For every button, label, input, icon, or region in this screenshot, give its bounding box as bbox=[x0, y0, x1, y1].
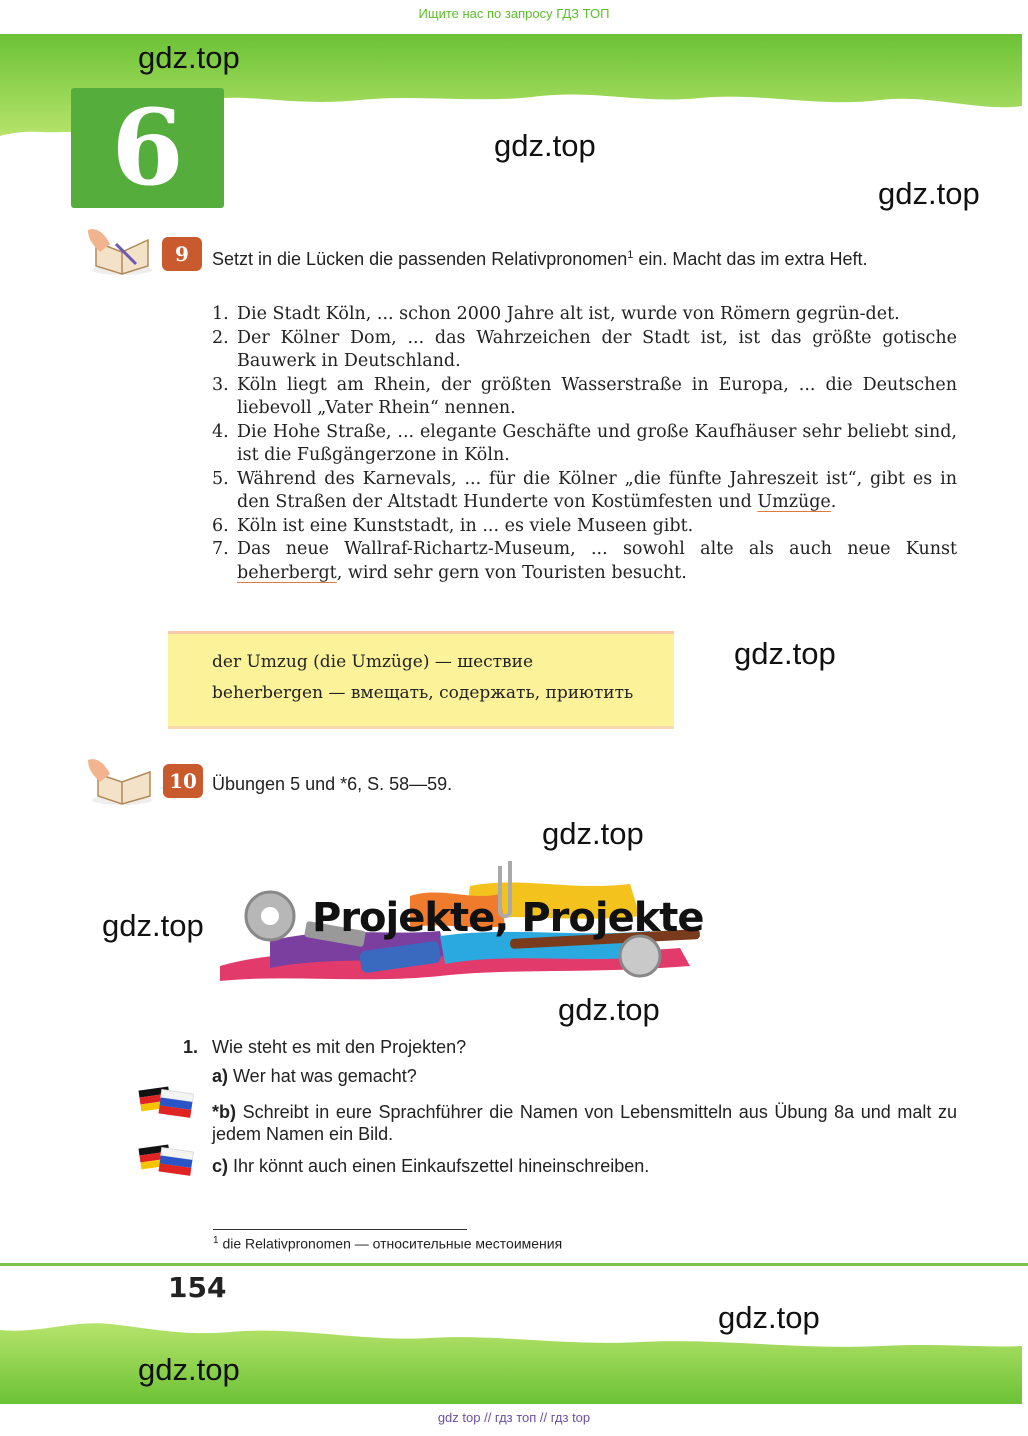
watermark: gdz.top bbox=[558, 992, 660, 1027]
bottom-banner[interactable]: gdz top // гдз топ // гдз top bbox=[437, 1410, 591, 1425]
watermark: gdz.top bbox=[102, 908, 204, 943]
item-text-part: , wird sehr gern von Touristen besucht. bbox=[336, 562, 687, 583]
writing-book-icon bbox=[86, 222, 158, 278]
exercise-9-number: 9 bbox=[162, 237, 202, 271]
watermark: gdz.top bbox=[718, 1300, 820, 1335]
item-text-part: Während des Karnevals, ... für die Kölner „die fünfte Jahreszeit ist“, gibt es in den Straßen der Altstadt Hunderte von Kostümfesten und bbox=[237, 468, 957, 512]
underlined-word: beherbergt bbox=[237, 562, 337, 583]
chapter-number: 6 bbox=[71, 88, 224, 208]
list-item bbox=[212, 374, 957, 421]
item-number: 5. bbox=[212, 468, 229, 489]
list-item bbox=[212, 421, 957, 468]
vocabulary-entry: beherbergen — вмещать, содержать, приютить bbox=[212, 683, 634, 703]
task-a-text: Wer hat was gemacht? bbox=[228, 1066, 417, 1086]
underlined-word: Umzüge bbox=[757, 492, 831, 512]
task-c-label: c) bbox=[212, 1156, 229, 1176]
list-item bbox=[212, 468, 957, 515]
projects-question-number: 1. bbox=[183, 1037, 199, 1057]
watermark: gdz.top bbox=[734, 636, 836, 671]
item-text: Der Kölner Dom, ... das Wahrzeichen der Stadt ist, ist das größte gotische Bauwerk in Deutschland. bbox=[237, 327, 957, 371]
footnote bbox=[213, 1235, 562, 1252]
item-text: Köln liegt am Rhein, der größten Wasserstraße in Europa, ... die Deutschen liebevoll „Vater Rhein“ nennen. bbox=[237, 374, 957, 418]
open-book-icon bbox=[86, 754, 158, 808]
task-b-label: *b) bbox=[212, 1102, 236, 1122]
list-item bbox=[212, 327, 957, 374]
exercise-10-text: Übungen 5 und *6, S. 58—59. bbox=[212, 774, 453, 794]
footnote-mark: 1 bbox=[627, 249, 634, 261]
german-russian-flags-icon bbox=[138, 1140, 196, 1180]
list-item bbox=[212, 303, 957, 327]
watermark: gdz.top bbox=[138, 1352, 240, 1387]
item-text: Die Stadt Köln, ... schon 2000 Jahre alt ist, wurde von Römern gegrün-det. bbox=[237, 304, 900, 324]
exercise-9-list bbox=[212, 303, 957, 585]
item-text bbox=[237, 538, 957, 585]
list-item bbox=[212, 515, 957, 539]
exercise-10-number: 10 bbox=[163, 764, 203, 798]
watermark: gdz.top bbox=[878, 176, 980, 211]
footnote-divider bbox=[213, 1229, 467, 1230]
item-text-part: . bbox=[830, 492, 837, 512]
german-russian-flags-icon bbox=[138, 1082, 196, 1122]
list-item bbox=[212, 538, 957, 585]
item-number: 6. bbox=[212, 515, 229, 536]
projects-question: Wie steht es mit den Projekten? bbox=[212, 1037, 467, 1057]
vocabulary-box bbox=[168, 634, 674, 726]
task-c bbox=[212, 1155, 649, 1177]
page-number: 154 bbox=[168, 1271, 227, 1304]
task-a-label: a) bbox=[212, 1066, 229, 1086]
task-b-text: Schreibt in eure Sprachführer die Namen von Lebensmitteln aus Übung 8a und malt zu jedem Namen ein Bild. bbox=[212, 1102, 957, 1144]
exercise-9-instruction bbox=[212, 244, 957, 270]
vocabulary-entry: der Umzug (die Umzüge) — шествие bbox=[212, 652, 534, 672]
watermark: gdz.top bbox=[542, 816, 644, 851]
item-text bbox=[237, 468, 957, 515]
watermark: gdz.top bbox=[494, 128, 596, 163]
task-c-text: Ihr könnt auch einen Einkaufszettel hineinschreiben. bbox=[228, 1156, 650, 1176]
watermark: gdz.top bbox=[138, 40, 240, 75]
item-number: 1. bbox=[212, 304, 229, 324]
item-text-part: Das neue Wallraf-Richartz-Museum, ... sowohl alte als auch neue Kunst bbox=[237, 539, 957, 559]
instruction-text: Setzt in die Lücken die passenden Relativpronomen bbox=[212, 249, 628, 269]
item-text: Köln ist eine Kunststadt, in ... es viele Museen gibt. bbox=[237, 515, 694, 536]
footnote-text: die Relativpronomen — относительные местоимения bbox=[218, 1235, 563, 1252]
page-divider bbox=[0, 1263, 1028, 1266]
item-text: Die Hohe Straße, ... elegante Geschäfte und große Kaufhäuser sehr beliebt sind, ist die Fußgängerzone in Köln. bbox=[237, 421, 957, 465]
item-number: 4. bbox=[212, 421, 229, 442]
footnote-mark: 1 bbox=[213, 1235, 219, 1246]
task-b bbox=[212, 1101, 957, 1145]
item-number: 3. bbox=[212, 374, 229, 395]
item-number: 2. bbox=[212, 327, 229, 348]
task-a bbox=[212, 1065, 417, 1087]
projects-banner-title: Projekte, Projekte bbox=[312, 895, 704, 941]
instruction-tail: ein. Macht das im extra Heft. bbox=[633, 249, 868, 269]
item-number: 7. bbox=[212, 539, 229, 559]
top-banner[interactable]: Ищите нас по запросу ГДЗ ТОП bbox=[418, 6, 610, 21]
